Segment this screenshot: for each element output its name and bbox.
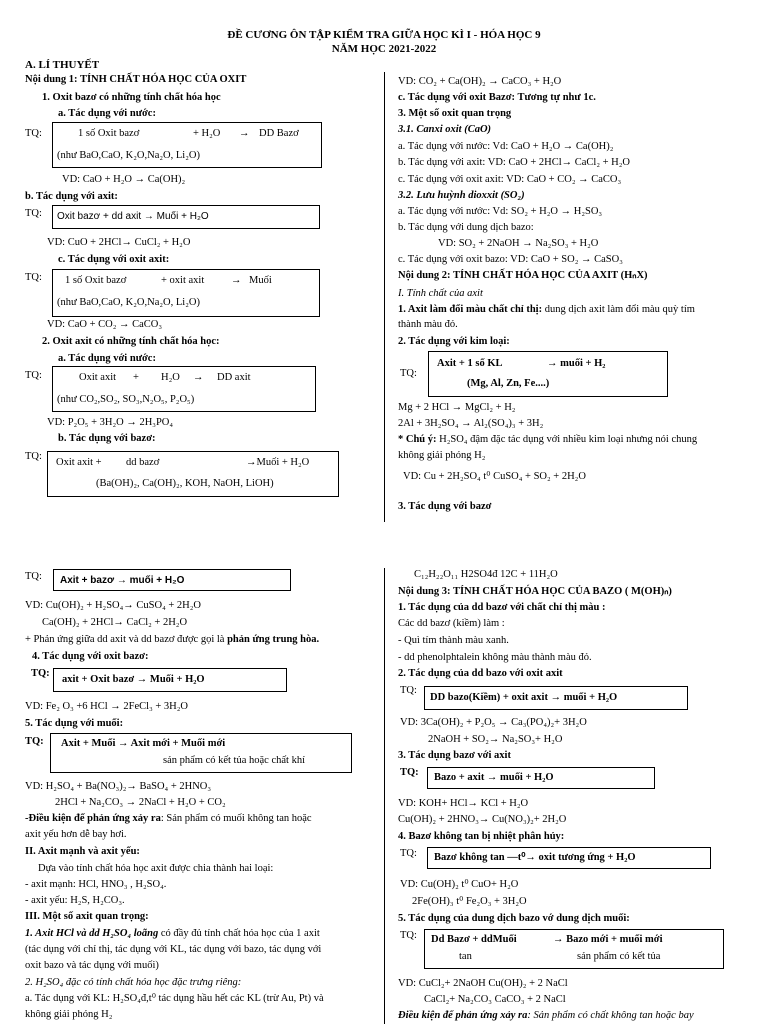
text-line: thành màu đỏ. <box>398 319 458 330</box>
example-line: CaCl₂+ Na₂CO₃ CaCO₃ + 2 NaCl <box>424 994 566 1005</box>
formula-box: Axit + 1 số KL → muối + H₂ (Mg, Al, Zn, Fe....) <box>428 351 668 397</box>
arrow-icon: → <box>239 128 250 139</box>
example-line: VD: Cu(OH)₂ t⁰ CuO+ H₂O <box>400 879 519 890</box>
content-heading: Nội dung 3: TÍNH CHẤT HÓA HỌC CỦA BAZO ( M(OH)ₙ) <box>398 586 672 597</box>
formula-box: Dd Bazơ + ddMuối → Bazo mới + muối mới tan sản phẩm có kết tủa <box>424 929 724 969</box>
tq-label: TQ: <box>400 767 419 778</box>
example-line: 2HCl + Na₂CO₃ → 2NaCl + H₂O + CO₂ <box>55 797 226 808</box>
content-heading: Nội dung 2: TÍNH CHẤT HÓA HỌC CỦA AXIT (HₙX) <box>398 270 648 281</box>
formula-box: Oxit axit + dd bazơ →Muối + H₂O (Ba(OH)₂, Ca(OH)₂, KOH, NaOH, LiOH) <box>47 451 339 497</box>
tq-label: TQ: <box>25 370 42 381</box>
text-line: b. Tác dụng với dung dịch bazo: <box>398 222 534 233</box>
subheading: c. Tác dụng với oxit Bazơ: Tương tự như 1c. <box>398 92 596 103</box>
example-line: VD: CaO + CO₂ → CaCO₃ <box>47 319 163 330</box>
subheading: b. Tác dụng với axit: <box>25 191 118 202</box>
text-line: a. Tác dụng với KL: H₂SO₄đ,t⁰ tác dụng hầu hết các KL (trừ Au, Pt) và <box>25 993 324 1004</box>
subheading: I. Tính chất của axit <box>398 288 483 299</box>
example-line: VD: H₂SO₄ + Ba(NO₃)₂→ BaSO₄ + 2HNO₃ <box>25 781 212 792</box>
formula-box: Bazo + axit → muối + H₂O <box>427 767 655 789</box>
example-line: VD: Cu + 2H₂SO₄ t⁰ CuSO₄ + SO₂ + 2H₂O <box>403 471 586 482</box>
example-line: Mg + 2 HCl → MgCl₂ + H₂ <box>398 402 516 413</box>
example-line: VD: CaO + H₂O → Ca(OH)₂ <box>62 174 186 185</box>
text-line: b. Tác dụng với axit: VD: CaO + 2HCl→ CaCl₂ + H₂O <box>398 157 630 168</box>
text-line: + Phản ứng giữa dd axit và dd bazơ được gọi là phản ứng trung hòa. <box>25 634 320 645</box>
tq-label: TQ: <box>25 451 42 462</box>
subheading: 3. Tác dụng bazơ với axit <box>398 750 511 761</box>
formula-box: Oxit axit + H₂O → DD axit (như CO₂,SO₂, SO₃,N₂O₅, P₂O₅) <box>52 366 316 412</box>
column-divider <box>384 568 385 1024</box>
tq-label: TQ: <box>400 930 417 941</box>
text-line: Điều kiện để phản ứng xảy ra: Sản phẩm có chất không tan hoặc bay <box>398 1010 694 1021</box>
example-line: VD: Fe₂ O₃ +6 HCl → 2FeCl₃ + 3H₂O <box>25 701 188 712</box>
tq-label: TQ: <box>25 208 42 219</box>
text-line: VD: SO₂ + 2NaOH → Na₂SO₃ + H₂O <box>438 238 599 249</box>
subheading: 3.1. Canxi oxit (CaO) <box>398 124 492 135</box>
tq-label: TQ: <box>25 128 42 139</box>
subheading: 1. Oxit bazơ có những tính chất hóa học <box>42 92 221 103</box>
subheading: II. Axit mạnh và axit yếu: <box>25 846 140 857</box>
example-line: C₁₂H₂₂O₁₁ H2SO4đ 12C + 11H₂O <box>414 569 558 580</box>
subheading: 2. H₂SO₄ đặc có tính chất hóa học đặc trưng riêng: <box>25 977 242 988</box>
formula-box: axit + Oxit bazơ → Muối + H₂O <box>53 668 287 692</box>
school-year: NĂM HỌC 2021-2022 <box>331 43 437 55</box>
example-line: Ca(OH)₂ + 2HCl→ CaCl₂ + 2H₂O <box>42 617 188 628</box>
tq-label: TQ: <box>25 272 42 283</box>
text-line: không giải phóng H₂ <box>25 1009 113 1020</box>
formula-box: Axit + Muối → Axit mới + Muối mới sản phẩm có kết tủa hoặc chất khí <box>50 733 352 773</box>
subheading: 3. Một số oxit quan trọng <box>398 108 512 119</box>
tq-label: TQ: <box>400 685 417 696</box>
subheading: a. Tác dụng với nước: <box>58 108 156 119</box>
formula-box: 1 số Oxit bazơ + H₂O → DD Bazơ (như BaO,CaO, K₂O,Na₂O, Li₂O) <box>52 122 322 168</box>
subheading: c. Tác dụng với oxit axit: <box>58 254 170 265</box>
subheading: 3. Tác dụng với bazơ <box>398 501 492 512</box>
example-line: VD: KOH+ HCl→ KCl + H₂O <box>398 798 529 809</box>
example-line: VD: CuO + 2HCl→ CuCl₂ + H₂O <box>47 237 191 248</box>
subheading: a. Tác dụng với nước: <box>58 353 156 364</box>
subheading: 4. Tác dụng với oxit bazơ: <box>32 651 149 662</box>
text-line: axit yếu hơn dễ bay hơi. <box>25 829 127 840</box>
text-line: a. Tác dụng với nước: Vd: CaO + H₂O → Ca(OH)₂ <box>398 141 614 152</box>
document-title: ĐỀ CƯƠNG ÔN TẬP KIỂM TRA GIỮA HỌC KÌ I - HÓA HỌC 9 <box>227 29 541 41</box>
text-line: Dựa vào tính chất hóa học axit được chia thành hai loại: <box>38 863 274 874</box>
text-line: (tác dụng với chỉ thị, tác dụng với KL, tác dụng với bazo, tác dụng với <box>25 944 322 955</box>
text-line: Các dd bazơ (kiềm) làm : <box>398 618 505 629</box>
example-line: Cu(OH)₂ + 2HNO₃→ Cu(NO₃)₂+ 2H₂O <box>398 814 567 825</box>
subheading: 5. Tác dụng với muối: <box>25 718 124 729</box>
example-line: VD: 3Ca(OH)₂ + P₂O₅ → Ca₃(PO₄)₂+ 3H₂O <box>400 717 587 728</box>
example-line: 2Fe(OH)₃ t⁰ Fe₂O₃ + 3H₂O <box>412 896 527 907</box>
subheading: 3.2. Lưu huỳnh dioxxit (SO₂) <box>398 190 525 201</box>
example-line: VD: CO₂ + Ca(OH)₂ → CaCO₃ + H₂O <box>398 76 562 87</box>
example-line: VD: CuCl₂+ 2NaOH Cu(OH)₂ + 2 NaCl <box>398 978 568 989</box>
text-line: - axit mạnh: HCl, HNO₃ , H₂SO₄. <box>25 879 167 890</box>
subheading: 2. Tác dụng với kim loại: <box>398 336 510 347</box>
subheading: 5. Tác dụng của dung dịch bazo vớ dung dịch muối: <box>398 913 630 924</box>
formula-box: Oxit bazơ + dd axit → Muối + H₂O <box>52 205 320 229</box>
tq-label: TQ: <box>31 668 50 679</box>
text-line: - axit yếu: H₂S, H₂CO₃. <box>25 895 125 906</box>
note-line: * Chú ý: H₂SO₄ đậm đặc tác dụng với nhiều kim loại nhưng nói chung <box>398 434 698 445</box>
text-line: 1. Axit HCl và dd H₂SO₄ loãng có đầy đủ tính chất hóa học của 1 axit <box>25 928 320 939</box>
subheading: III. Một số axit quan trọng: <box>25 911 149 922</box>
subheading: 4. Bazơ không tan bị nhiệt phân hủy: <box>398 831 565 842</box>
example-line: 2NaOH + SO₂→ Na₂SO₃+ H₂O <box>428 734 563 745</box>
tq-label: TQ: <box>25 571 42 582</box>
subheading: 1. Tác dụng của dd bazơ với chất chỉ thị màu : <box>398 602 606 613</box>
note-line: không giải phóng H₂ <box>398 450 486 461</box>
example-line: VD: Cu(OH)₂ + H₂SO₄→ CuSO₄ + 2H₂O <box>25 600 201 611</box>
arrow-icon: → <box>193 372 204 383</box>
text-line: - dd phenolphtalein không màu thành màu đỏ. <box>398 652 592 663</box>
subheading: b. Tác dụng với bazơ: <box>58 433 156 444</box>
formula-box: Axit + bazơ → muối + H₂O <box>53 569 291 591</box>
subheading: 2. Oxit axit có những tính chất hóa học: <box>42 336 220 347</box>
arrow-icon: → <box>231 275 242 286</box>
text-line: oxit bazo và tác dụng với muối) <box>25 960 159 971</box>
section-heading: A. LÍ THUYẾT <box>25 59 100 71</box>
text-line: c. Tác dụng với oxit axit: VD: CaO + CO₂ → CaCO₃ <box>398 174 622 185</box>
subheading: 2. Tác dụng của dd bazo với oxit axit <box>398 668 563 679</box>
tq-label: TQ: <box>400 368 417 379</box>
text-line: 1. Axit làm đổi màu chất chỉ thị: dung dịch axit làm đổi màu quỳ tím <box>398 304 695 315</box>
formula-box: 1 số Oxit bazơ + oxit axit → Muối (như BaO,CaO, K₂O,Na₂O, Li₂O) <box>52 269 320 317</box>
column-divider <box>384 72 385 522</box>
tq-label: TQ: <box>400 848 417 859</box>
text-line: - Quì tím thành màu xanh. <box>398 635 509 646</box>
text-line: c. Tác dụng với oxit bazo: VD: CaO + SO₂ → CaSO₃ <box>398 254 623 265</box>
example-line: VD: P₂O₅ + 3H₂O → 2H₃PO₄ <box>47 417 174 428</box>
example-line: 2Al + 3H₂SO₄ → Al₂(SO₄)₃ + 3H₂ <box>398 418 544 429</box>
tq-label: TQ: <box>25 736 44 747</box>
content-heading: Nội dung 1: TÍNH CHẤT HÓA HỌC CỦA OXIT <box>25 74 247 85</box>
text-line: a. Tác dụng với nước: Vd: SO₂ + H₂O → H₂SO₃ <box>398 206 603 217</box>
formula-box: DD bazo(Kiềm) + oxit axit → muối + H₂O <box>424 686 688 710</box>
text-line: -Điều kiện để phản ứng xảy ra: Sản phẩm có muối không tan hoặc <box>25 813 312 824</box>
formula-box: Bazơ không tan —t⁰→ oxit tương ứng + H₂O <box>427 847 711 869</box>
